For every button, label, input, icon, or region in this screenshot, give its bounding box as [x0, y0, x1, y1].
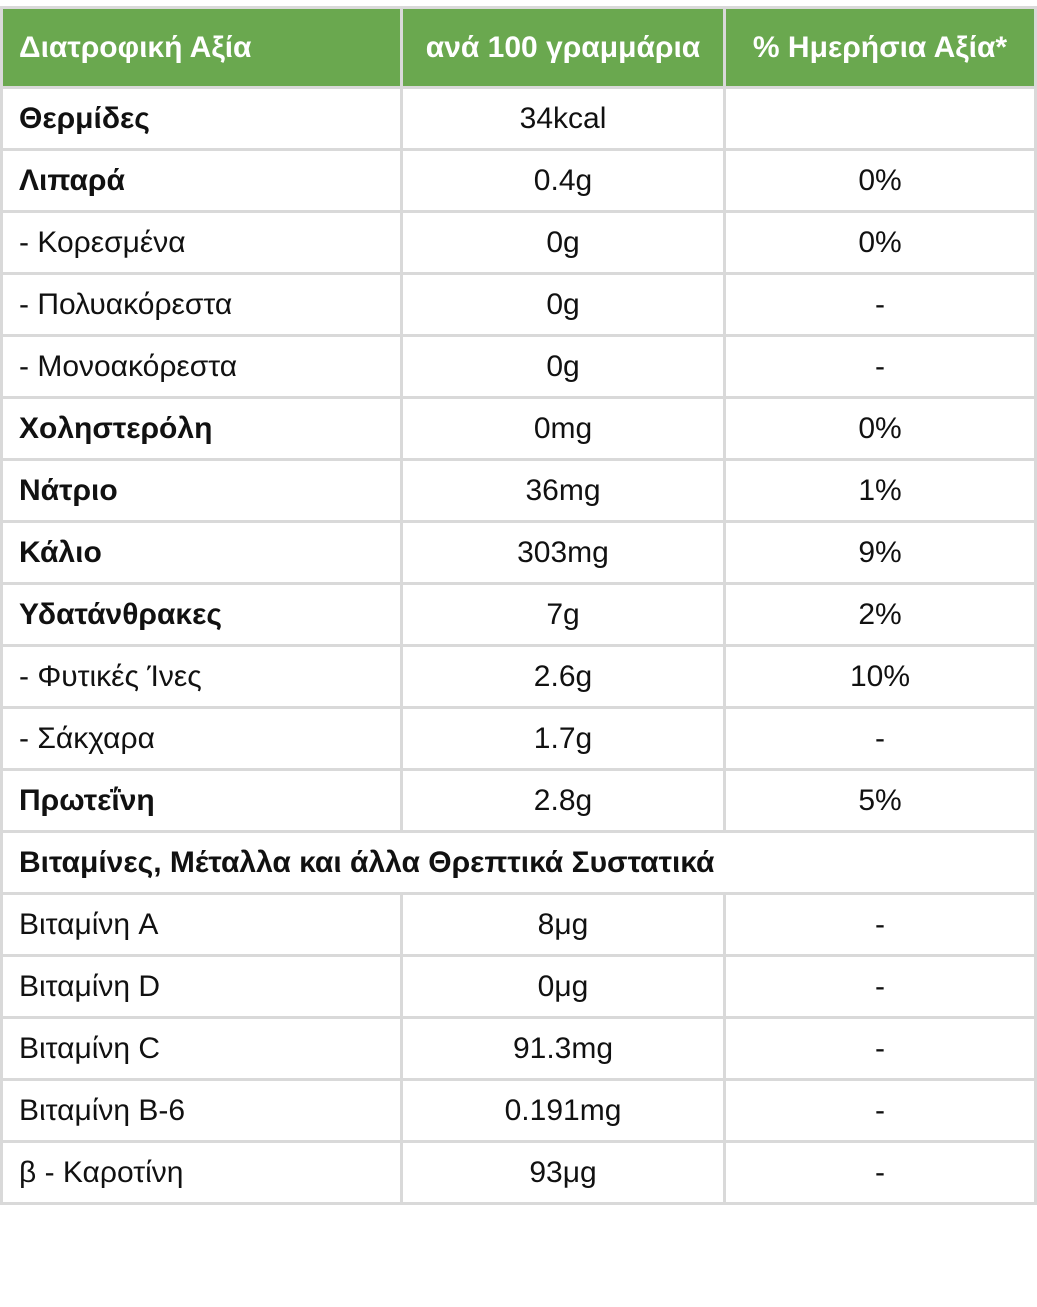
nutrient-amount: 7g	[402, 584, 725, 646]
nutrient-label: - Κορεσμένα	[2, 212, 402, 274]
nutrient-daily: -	[725, 274, 1036, 336]
nutrient-label: - Σάκχαρα	[2, 708, 402, 770]
nutrient-amount: 2.6g	[402, 646, 725, 708]
vitamin-amount: 0.191mg	[402, 1080, 725, 1142]
table-row	[2, 1142, 1036, 1204]
nutrient-daily: 1%	[725, 460, 1036, 522]
nutrition-table	[0, 6, 1037, 1205]
vitamin-daily: -	[725, 956, 1036, 1018]
table-row	[2, 398, 1036, 460]
vitamin-amount: 0μg	[402, 956, 725, 1018]
nutrient-daily: 0%	[725, 212, 1036, 274]
nutrient-label: Λιπαρά	[2, 150, 402, 212]
table-row	[2, 150, 1036, 212]
table-row	[2, 522, 1036, 584]
nutrient-amount: 0.4g	[402, 150, 725, 212]
nutrient-amount: 2.8g	[402, 770, 725, 832]
vitamin-daily: -	[725, 1080, 1036, 1142]
table-row	[2, 1018, 1036, 1080]
header-daily-value: % Ημερήσια Αξία*	[725, 8, 1036, 88]
vitamin-label: Βιταμίνη D	[2, 956, 402, 1018]
nutrient-label: Υδατάνθρακες	[2, 584, 402, 646]
nutrient-label: Νάτριο	[2, 460, 402, 522]
section-title: Βιταμίνες, Μέταλλα και άλλα Θρεπτικά Συστατικά	[2, 832, 1036, 894]
nutrient-amount: 0g	[402, 336, 725, 398]
nutrient-amount: 34kcal	[402, 88, 725, 150]
nutrient-label: - Πολυακόρεστα	[2, 274, 402, 336]
nutrient-label: Θερμίδες	[2, 88, 402, 150]
table-header-row	[2, 8, 1036, 88]
table-row	[2, 584, 1036, 646]
nutrient-amount: 0g	[402, 274, 725, 336]
vitamin-label: β - Καροτίνη	[2, 1142, 402, 1204]
nutrient-label: - Φυτικές Ίνες	[2, 646, 402, 708]
nutrient-label: - Μονοακόρεστα	[2, 336, 402, 398]
nutrient-daily: 9%	[725, 522, 1036, 584]
vitamin-daily: -	[725, 1018, 1036, 1080]
vitamin-daily: -	[725, 1142, 1036, 1204]
nutrient-amount: 303mg	[402, 522, 725, 584]
nutrient-amount: 0g	[402, 212, 725, 274]
nutrient-label: Κάλιο	[2, 522, 402, 584]
nutrient-daily: 10%	[725, 646, 1036, 708]
vitamin-amount: 93μg	[402, 1142, 725, 1204]
vitamin-label: Βιταμίνη C	[2, 1018, 402, 1080]
table-row	[2, 708, 1036, 770]
nutrient-daily: 0%	[725, 150, 1036, 212]
nutrient-label: Πρωτεΐνη	[2, 770, 402, 832]
table-row	[2, 274, 1036, 336]
table-row	[2, 460, 1036, 522]
table-row	[2, 956, 1036, 1018]
header-nutrition-value: Διατροφική Αξία	[2, 8, 402, 88]
table-row	[2, 212, 1036, 274]
nutrient-amount: 36mg	[402, 460, 725, 522]
vitamin-amount: 91.3mg	[402, 1018, 725, 1080]
table-row	[2, 646, 1036, 708]
vitamin-label: Βιταμίνη B-6	[2, 1080, 402, 1142]
table-row	[2, 88, 1036, 150]
vitamin-daily: -	[725, 894, 1036, 956]
nutrient-amount: 1.7g	[402, 708, 725, 770]
nutrient-amount: 0mg	[402, 398, 725, 460]
header-per-100g: ανά 100 γραμμάρια	[402, 8, 725, 88]
table-row	[2, 1080, 1036, 1142]
nutrient-label: Χοληστερόλη	[2, 398, 402, 460]
nutrient-daily: -	[725, 336, 1036, 398]
nutrient-daily: 5%	[725, 770, 1036, 832]
table-row	[2, 770, 1036, 832]
section-header-row	[2, 832, 1036, 894]
nutrient-daily: -	[725, 708, 1036, 770]
table-row	[2, 894, 1036, 956]
nutrient-daily: 2%	[725, 584, 1036, 646]
vitamin-label: Βιταμίνη A	[2, 894, 402, 956]
nutrient-daily: 0%	[725, 398, 1036, 460]
vitamin-amount: 8μg	[402, 894, 725, 956]
nutrient-daily	[725, 88, 1036, 150]
table-row	[2, 336, 1036, 398]
